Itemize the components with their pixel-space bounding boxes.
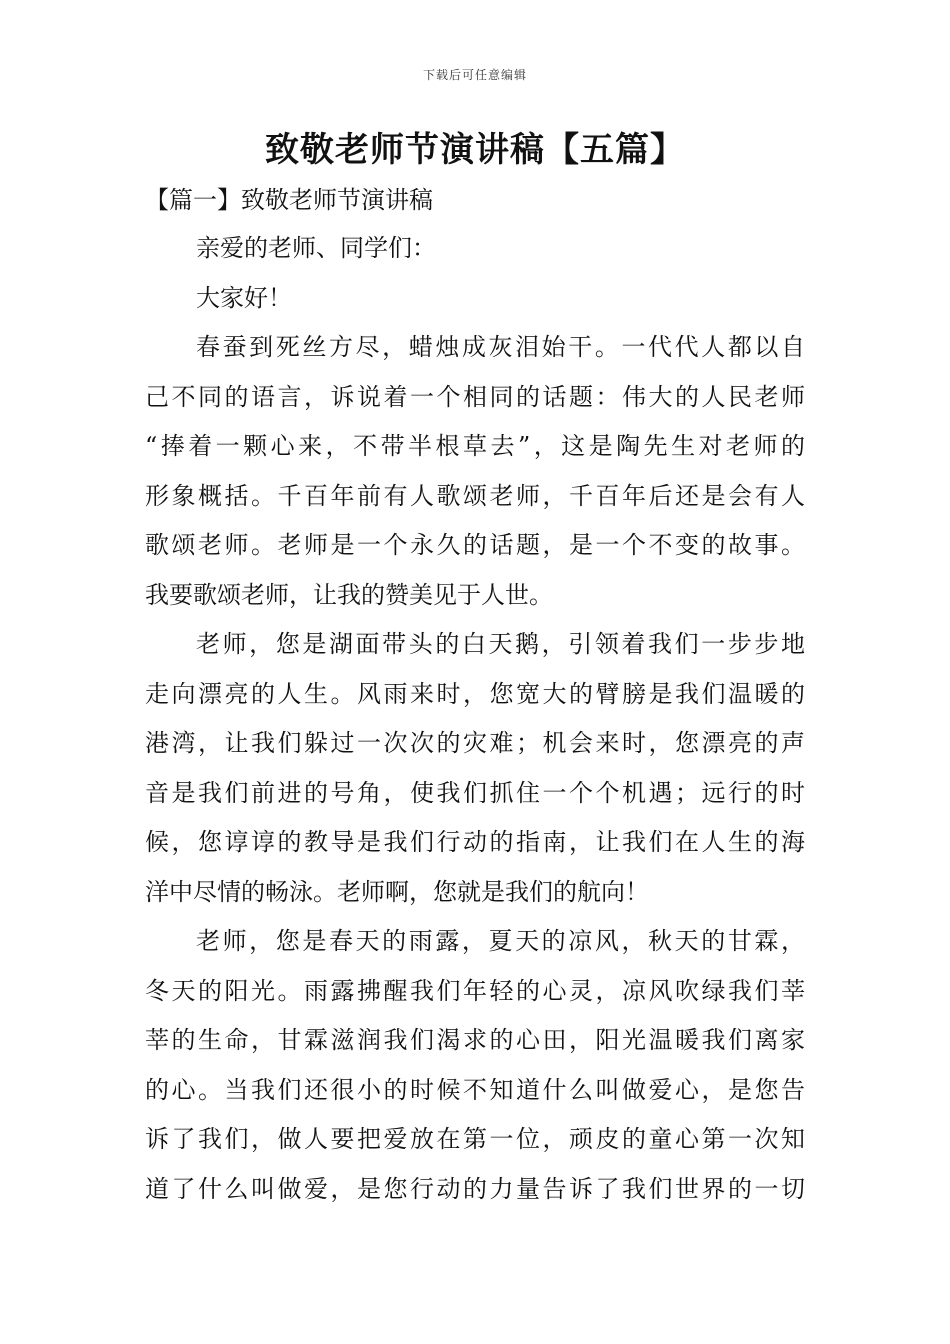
- paragraph-line: 老师，您是湖面带头的白天鹅，引领着我们一步步地: [196, 630, 805, 658]
- document-title: 致敬老师节演讲稿【五篇】: [265, 130, 685, 170]
- salutation-line: 亲爱的老师、同学们：: [196, 234, 436, 262]
- paragraph-line: 形象概括。千百年前有人歌颂老师，千百年后还是会有人: [145, 481, 805, 510]
- paragraph-line: 春蚕到死丝方尽，蜡烛成灰泪始干。一代代人都以自: [196, 333, 805, 361]
- document-body: [145, 176, 805, 1214]
- paragraph-line: “捧着一颗心来，不带半根草去”，这是陶先生对老师的: [145, 432, 805, 460]
- paragraph-line: 老师，您是春天的雨露，夏天的凉风，秋天的甘霖，: [196, 927, 805, 955]
- paragraph-line: 的心。当我们还很小的时候不知道什么叫做爱心，是您告: [145, 1075, 805, 1104]
- greeting-line: 大家好！: [196, 283, 292, 312]
- paragraph-line: 冬天的阳光。雨露拂醒我们年轻的心灵，凉风吹绿我们莘: [145, 976, 805, 1005]
- header-note: 下载后可任意编辑: [422, 68, 527, 82]
- paragraph-line: 音是我们前进的号角，使我们抓住一个个机遇；远行的时: [145, 778, 805, 807]
- paragraph-line: 洋中尽情的畅泳。老师啊，您就是我们的航向！: [145, 877, 649, 906]
- paragraph-line: 己不同的语言，诉说着一个相同的话题：伟大的人民老师: [145, 382, 805, 411]
- paragraph-line: 歌颂老师。老师是一个永久的话题，是一个不变的故事。: [145, 531, 805, 559]
- paragraph-line: 我要歌颂老师，让我的赞美见于人世。: [145, 580, 553, 609]
- paragraph-line: 诉了我们，做人要把爱放在第一位，顽皮的童心第一次知: [145, 1125, 805, 1153]
- paragraph-line: 走向漂亮的人生。风雨来时，您宽大的臂膀是我们温暖的: [145, 679, 805, 708]
- paragraph-line: 道了什么叫做爱，是您行动的力量告诉了我们世界的一切: [145, 1174, 805, 1203]
- paragraph-line: 莘的生命，甘霖滋润我们渴求的心田，阳光温暖我们离家: [145, 1026, 805, 1054]
- paragraph-line: 候，您谆谆的教导是我们行动的指南，让我们在人生的海: [145, 828, 805, 856]
- paragraph-line: 港湾，让我们躲过一次次的灾难；机会来时，您漂亮的声: [145, 729, 805, 757]
- section-heading: 【篇一】致敬老师节演讲稿: [145, 186, 433, 214]
